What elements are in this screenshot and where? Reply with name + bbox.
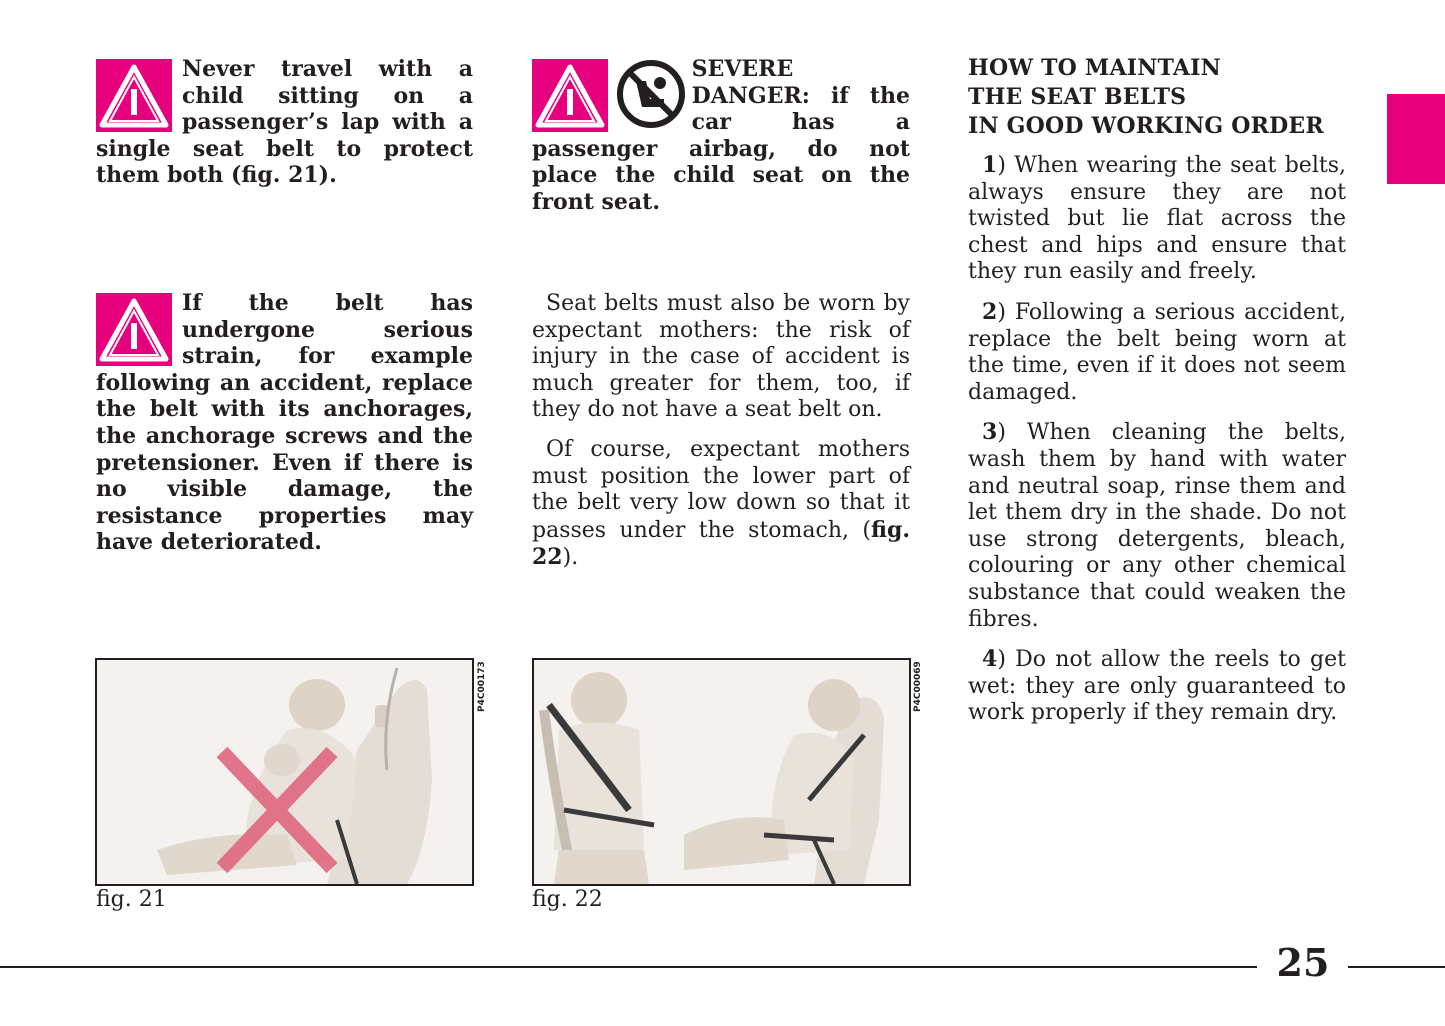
maintenance-heading [968, 54, 1346, 141]
footer-rule-left [0, 966, 1257, 968]
figure-22-caption: fig. 22 [532, 887, 603, 912]
item-number: 3 [982, 419, 998, 446]
expectant-mothers-paragraph: Seat belts must also be worn by expectant mothers: the risk of injury in the case of accident is much greater for them, too, if they do not have a seat belt on. [532, 291, 910, 423]
figure-21-code: P4C00173 [477, 661, 487, 712]
lower-belt-text: Of course, expectant mothers must position the lower part of the belt very low down so that it passes under the stomach, ( [532, 436, 910, 543]
item-number: 4 [982, 646, 998, 673]
section-tab-marker [1387, 94, 1445, 184]
item-number: 1 [982, 152, 998, 178]
figure-22-code: P4C00069 [913, 661, 923, 712]
maintenance-item [968, 646, 1346, 727]
column-1-warning-2 [96, 290, 473, 556]
maintenance-item [968, 152, 1346, 286]
severe-danger-warning [532, 56, 910, 216]
figure-22 [532, 658, 911, 886]
child-on-lap-illustration [97, 660, 472, 884]
column-3 [968, 54, 1346, 740]
warning-belt-strain [96, 290, 473, 556]
item-text: ) When cleaning the belts, wash them by hand with water and neutral soap, rinse them and let them dry in the shade. Do not use strong detergents, bleach, colouring or any other chemical substance that could weaken the fibres. [968, 420, 1346, 632]
danger-icon-group [532, 59, 686, 132]
fig-22-reference: fig. 22 [532, 516, 910, 571]
footer-rule-right [1348, 966, 1445, 968]
item-text: ) When wearing the seat belts, always ensure they are not twisted but lie flat across the chest and hips and ensure that they run easily and freely. [968, 153, 1346, 285]
expectant-mother-illustration [534, 660, 909, 884]
column-2 [532, 56, 910, 216]
item-text: ) Do not allow the reels to get wet: they are only guaranteed to work properly if they remain dry. [968, 647, 1346, 726]
warning-triangle-icon [96, 293, 172, 366]
page-number: 25 [1276, 940, 1330, 985]
column-2-body [532, 291, 910, 585]
warning-belt-strain-text: If the belt has undergone serious strain, for example following an accident, replace the belt with its anchorages, the anchorage screws and the pretensioner. Even if there is no visible damage, the resistance properties may have deteriorated. [96, 290, 473, 556]
lower-belt-paragraph [532, 437, 910, 572]
item-text: ) Following a serious accident, replace the belt being worn at the time, even if it does not seem damaged. [968, 299, 1346, 405]
lower-belt-text-end: ). [562, 545, 579, 571]
warning-child-lap [96, 56, 473, 189]
warning-child-lap-text: Never travel with a child sitting on a passenger’s lap with a single seat belt to protect them both (fig. 21). [96, 56, 473, 189]
warning-triangle-icon [96, 59, 172, 132]
heading-line-2: THE SEAT BELTS [968, 84, 1187, 110]
severe-danger-text: if the car has a passenger airbag, do not place the child seat on the front seat. [532, 82, 910, 215]
figure-21-caption: fig. 21 [96, 887, 167, 912]
maintenance-item [968, 419, 1346, 633]
maintenance-item [968, 299, 1346, 406]
heading-line-1: HOW TO MAINTAIN [968, 55, 1221, 81]
figure-21 [95, 658, 474, 886]
column-1 [96, 56, 473, 189]
item-number: 2 [982, 298, 998, 325]
warning-triangle-icon [532, 59, 608, 132]
severe-danger-title: SEVERE DANGER: [691, 56, 810, 109]
heading-line-3: IN GOOD WORKING ORDER [968, 113, 1324, 139]
no-child-seat-airbag-icon [616, 59, 686, 129]
